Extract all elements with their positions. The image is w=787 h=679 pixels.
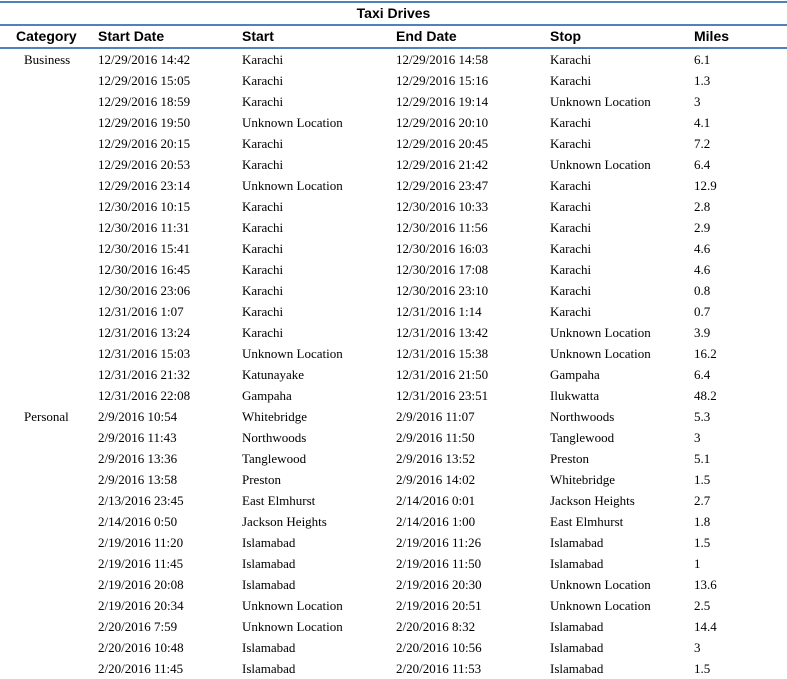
cell-start: Northwoods [242,430,307,445]
cell-end-date: 12/30/2016 23:10 [396,283,489,298]
cell-stop: Jackson Heights [550,493,635,508]
cell-stop: Islamabad [550,640,604,655]
cell-miles: 2.8 [694,199,711,214]
cell-stop: Preston [550,451,589,466]
cell-miles: 4.6 [694,241,711,256]
cell-end-date: 2/19/2016 11:26 [396,535,482,550]
cell-start: Islamabad [242,577,296,592]
cell-start: Tanglewood [242,451,307,466]
table-row [0,406,787,427]
table-row [0,637,787,658]
cell-stop: East Elmhurst [550,514,624,529]
cell-start: Karachi [242,304,284,319]
cell-start-date: 2/19/2016 20:08 [98,577,184,592]
cell-stop: Karachi [550,115,592,130]
table-row [0,532,787,553]
cell-start: Unknown Location [242,115,343,130]
table-row [0,112,787,133]
cell-stop: Ilukwatta [550,388,600,403]
table-row [0,448,787,469]
cell-end-date: 2/20/2016 11:53 [396,661,482,676]
cell-start: Jackson Heights [242,514,327,529]
cell-stop: Karachi [550,220,592,235]
cell-start-date: 12/29/2016 23:14 [98,178,191,193]
cell-start-date: 12/29/2016 15:05 [98,73,191,88]
cell-start: Islamabad [242,661,296,676]
cell-miles: 1.8 [694,514,711,529]
header-start-date: Start Date [98,28,165,44]
cell-end-date: 12/29/2016 14:58 [396,52,489,67]
cell-stop: Islamabad [550,661,604,676]
cell-stop: Islamabad [550,556,604,571]
cell-start-date: 2/9/2016 13:58 [98,472,178,487]
cell-stop: Karachi [550,52,592,67]
table-row [0,469,787,490]
cell-start-date: 2/19/2016 11:20 [98,535,184,550]
cell-start-date: 12/30/2016 16:45 [98,262,191,277]
cell-miles: 6.1 [694,52,711,67]
cell-end-date: 2/9/2016 13:52 [396,451,476,466]
cell-miles: 1.5 [694,535,711,550]
cell-start: Karachi [242,94,284,109]
cell-start: East Elmhurst [242,493,316,508]
cell-start-date: 12/29/2016 18:59 [98,94,191,109]
cell-stop: Gampaha [550,367,600,382]
table-row [0,91,787,112]
table-row [0,511,787,532]
cell-start: Katunayake [242,367,305,382]
cell-end-date: 2/9/2016 11:50 [396,430,475,445]
cell-start: Whitebridge [242,409,307,424]
table-row [0,322,787,343]
cell-start-date: 2/20/2016 10:48 [98,640,184,655]
cell-miles: 4.1 [694,115,711,130]
table-header [0,26,787,47]
cell-start: Unknown Location [242,619,343,634]
cell-start: Karachi [242,73,284,88]
cell-stop: Unknown Location [550,325,651,340]
cell-end-date: 2/19/2016 11:50 [396,556,482,571]
report-title: Taxi Drives [356,5,431,21]
cell-start: Unknown Location [242,178,343,193]
table-row [0,133,787,154]
cell-start-date: 12/31/2016 1:07 [98,304,184,319]
cell-miles: 16.2 [694,346,717,361]
cell-miles: 13.6 [694,577,717,592]
cell-start: Preston [242,472,281,487]
cell-miles: 2.5 [694,598,711,613]
cell-stop: Karachi [550,178,592,193]
cell-start-date: 12/31/2016 13:24 [98,325,191,340]
cell-miles: 0.7 [694,304,711,319]
table-row [0,574,787,595]
cell-start-date: 12/30/2016 15:41 [98,241,191,256]
cell-end-date: 12/29/2016 19:14 [396,94,489,109]
table-row [0,217,787,238]
cell-start: Karachi [242,283,284,298]
cell-miles: 3 [694,640,701,655]
header-category: Category [16,28,77,44]
cell-miles: 3 [694,94,701,109]
cell-start: Islamabad [242,556,296,571]
table-row [0,553,787,574]
table-row [0,595,787,616]
cell-miles: 6.4 [694,367,711,382]
cell-miles: 1 [694,556,701,571]
cell-stop: Northwoods [550,409,615,424]
cell-start-date: 12/31/2016 21:32 [98,367,191,382]
cell-start-date: 12/29/2016 19:50 [98,115,191,130]
cell-start: Islamabad [242,640,296,655]
cell-stop: Karachi [550,283,592,298]
cell-start: Karachi [242,136,284,151]
cell-end-date: 12/31/2016 13:42 [396,325,489,340]
cell-stop: Unknown Location [550,157,651,172]
table-row [0,280,787,301]
cell-start-date: 2/14/2016 0:50 [98,514,178,529]
cell-category: Personal [24,409,69,424]
cell-end-date: 12/31/2016 1:14 [396,304,482,319]
cell-start-date: 2/9/2016 13:36 [98,451,178,466]
table-row [0,196,787,217]
cell-miles: 2.9 [694,220,711,235]
cell-miles: 14.4 [694,619,717,634]
cell-stop: Karachi [550,136,592,151]
cell-start-date: 2/20/2016 7:59 [98,619,178,634]
cell-miles: 6.4 [694,157,711,172]
cell-start: Karachi [242,220,284,235]
table-row [0,301,787,322]
table-row [0,427,787,448]
cell-start-date: 2/19/2016 20:34 [98,598,184,613]
cell-start-date: 2/13/2016 23:45 [98,493,184,508]
cell-miles: 12.9 [694,178,717,193]
cell-end-date: 12/30/2016 10:33 [396,199,489,214]
cell-stop: Unknown Location [550,598,651,613]
cell-miles: 1.5 [694,472,711,487]
table-row [0,658,787,679]
cell-start: Karachi [242,241,284,256]
cell-start: Unknown Location [242,346,343,361]
cell-end-date: 2/14/2016 0:01 [396,493,476,508]
cell-miles: 3.9 [694,325,711,340]
table-row [0,154,787,175]
cell-end-date: 12/30/2016 11:56 [396,220,488,235]
header-start: Start [242,28,274,44]
cell-miles: 3 [694,430,701,445]
cell-stop: Tanglewood [550,430,615,445]
header-stop: Stop [550,28,582,44]
cell-stop: Karachi [550,262,592,277]
cell-start: Karachi [242,325,284,340]
cell-start: Unknown Location [242,598,343,613]
cell-start-date: 12/30/2016 23:06 [98,283,191,298]
cell-end-date: 12/29/2016 20:10 [396,115,489,130]
cell-stop: Karachi [550,304,592,319]
table-row [0,343,787,364]
cell-end-date: 12/29/2016 23:47 [396,178,489,193]
cell-miles: 5.1 [694,451,711,466]
cell-stop: Unknown Location [550,346,651,361]
cell-stop: Unknown Location [550,577,651,592]
cell-start: Gampaha [242,388,292,403]
cell-miles: 48.2 [694,388,717,403]
cell-start-date: 12/29/2016 14:42 [98,52,191,67]
cell-miles: 4.6 [694,262,711,277]
cell-start-date: 2/20/2016 11:45 [98,661,184,676]
cell-miles: 1.3 [694,73,711,88]
cell-start: Karachi [242,157,284,172]
cell-start-date: 2/19/2016 11:45 [98,556,184,571]
header-miles: Miles [694,28,730,44]
cell-stop: Whitebridge [550,472,615,487]
cell-start: Karachi [242,262,284,277]
cell-category: Business [24,52,71,67]
table-row [0,70,787,91]
cell-stop: Islamabad [550,619,604,634]
cell-end-date: 12/31/2016 15:38 [396,346,489,361]
cell-start-date: 2/9/2016 10:54 [98,409,178,424]
cell-start-date: 2/9/2016 11:43 [98,430,177,445]
table-row [0,259,787,280]
cell-start: Karachi [242,52,284,67]
table-row [0,49,787,70]
cell-end-date: 2/9/2016 11:07 [396,409,475,424]
cell-end-date: 12/29/2016 20:45 [396,136,489,151]
cell-end-date: 2/14/2016 1:00 [396,514,476,529]
header-end-date: End Date [396,28,457,44]
cell-stop: Karachi [550,73,592,88]
cell-end-date: 2/20/2016 10:56 [396,640,482,655]
table-row [0,238,787,259]
cell-miles: 7.2 [694,136,711,151]
cell-start-date: 12/29/2016 20:53 [98,157,191,172]
cell-end-date: 12/31/2016 21:50 [396,367,489,382]
table-row [0,490,787,511]
cell-end-date: 12/29/2016 15:16 [396,73,489,88]
cell-start: Karachi [242,199,284,214]
cell-miles: 5.3 [694,409,711,424]
cell-stop: Unknown Location [550,94,651,109]
cell-stop: Karachi [550,199,592,214]
cell-miles: 2.7 [694,493,711,508]
cell-stop: Karachi [550,241,592,256]
table-row [0,385,787,406]
cell-end-date: 12/30/2016 17:08 [396,262,489,277]
cell-start-date: 12/29/2016 20:15 [98,136,191,151]
cell-end-date: 12/29/2016 21:42 [396,157,489,172]
table-row [0,364,787,385]
cell-end-date: 2/20/2016 8:32 [396,619,476,634]
cell-miles: 0.8 [694,283,711,298]
cell-start: Islamabad [242,535,296,550]
cell-start-date: 12/31/2016 15:03 [98,346,191,361]
table-row [0,175,787,196]
cell-end-date: 2/19/2016 20:51 [396,598,482,613]
cell-start-date: 12/30/2016 10:15 [98,199,191,214]
cell-end-date: 2/9/2016 14:02 [396,472,476,487]
cell-end-date: 12/30/2016 16:03 [396,241,489,256]
cell-start-date: 12/31/2016 22:08 [98,388,191,403]
table-row [0,616,787,637]
cell-end-date: 2/19/2016 20:30 [396,577,482,592]
cell-end-date: 12/31/2016 23:51 [396,388,489,403]
cell-start-date: 12/30/2016 11:31 [98,220,190,235]
cell-stop: Islamabad [550,535,604,550]
cell-miles: 1.5 [694,661,711,676]
